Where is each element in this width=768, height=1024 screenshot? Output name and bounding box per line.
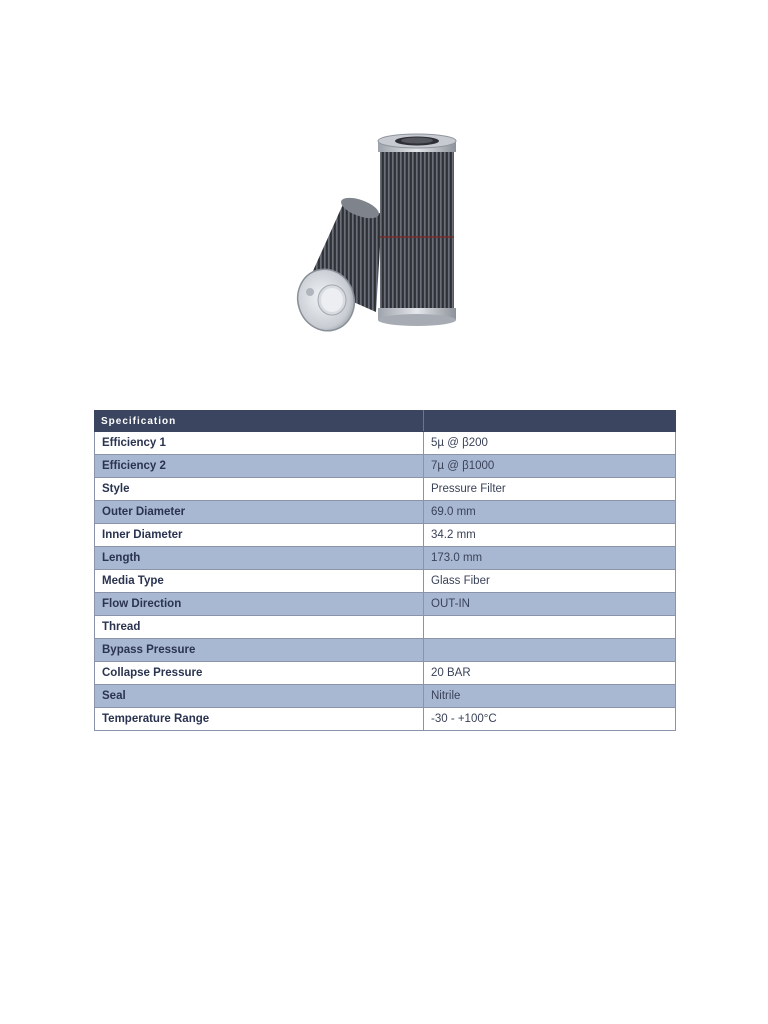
table-row [95, 593, 676, 616]
specification-table [94, 410, 676, 731]
spec-value [424, 639, 676, 662]
table-row [95, 455, 676, 478]
table-row [95, 501, 676, 524]
table-row [95, 547, 676, 570]
spec-value: -30 - +100°C [424, 708, 676, 731]
spec-value: 20 BAR [424, 662, 676, 685]
table-row [95, 662, 676, 685]
spec-label: Efficiency 1 [95, 432, 424, 455]
spec-label: Bypass Pressure [95, 639, 424, 662]
spec-label: Media Type [95, 570, 424, 593]
lying-filter-element [296, 194, 382, 338]
spec-value: 7µ @ β1000 [424, 455, 676, 478]
spec-label: Collapse Pressure [95, 662, 424, 685]
spec-label: Length [95, 547, 424, 570]
table-row [95, 616, 676, 639]
specification-header: Specification [95, 411, 424, 432]
spec-label: Flow Direction [95, 593, 424, 616]
spec-label: Inner Diameter [95, 524, 424, 547]
standing-filter-element [378, 134, 456, 326]
table-row [95, 708, 676, 731]
table-row [95, 639, 676, 662]
spec-value: Pressure Filter [424, 478, 676, 501]
table-row [95, 524, 676, 547]
spec-label: Temperature Range [95, 708, 424, 731]
table-row [95, 570, 676, 593]
spec-label: Efficiency 2 [95, 455, 424, 478]
spec-value: Nitrile [424, 685, 676, 708]
spec-value: 173.0 mm [424, 547, 676, 570]
spec-label: Seal [95, 685, 424, 708]
table-row [95, 478, 676, 501]
spec-value [424, 616, 676, 639]
spec-value: 69.0 mm [424, 501, 676, 524]
spec-label: Style [95, 478, 424, 501]
table-header-row [95, 411, 676, 432]
spec-value: Glass Fiber [424, 570, 676, 593]
table-row [95, 685, 676, 708]
spec-value: 34.2 mm [424, 524, 676, 547]
filter-product-image [296, 132, 468, 338]
spec-label: Thread [95, 616, 424, 639]
spec-value: 5µ @ β200 [424, 432, 676, 455]
spec-value: OUT-IN [424, 593, 676, 616]
spec-label: Outer Diameter [95, 501, 424, 524]
specification-rows [95, 432, 676, 731]
specification-header-value [424, 411, 676, 432]
table-row [95, 432, 676, 455]
